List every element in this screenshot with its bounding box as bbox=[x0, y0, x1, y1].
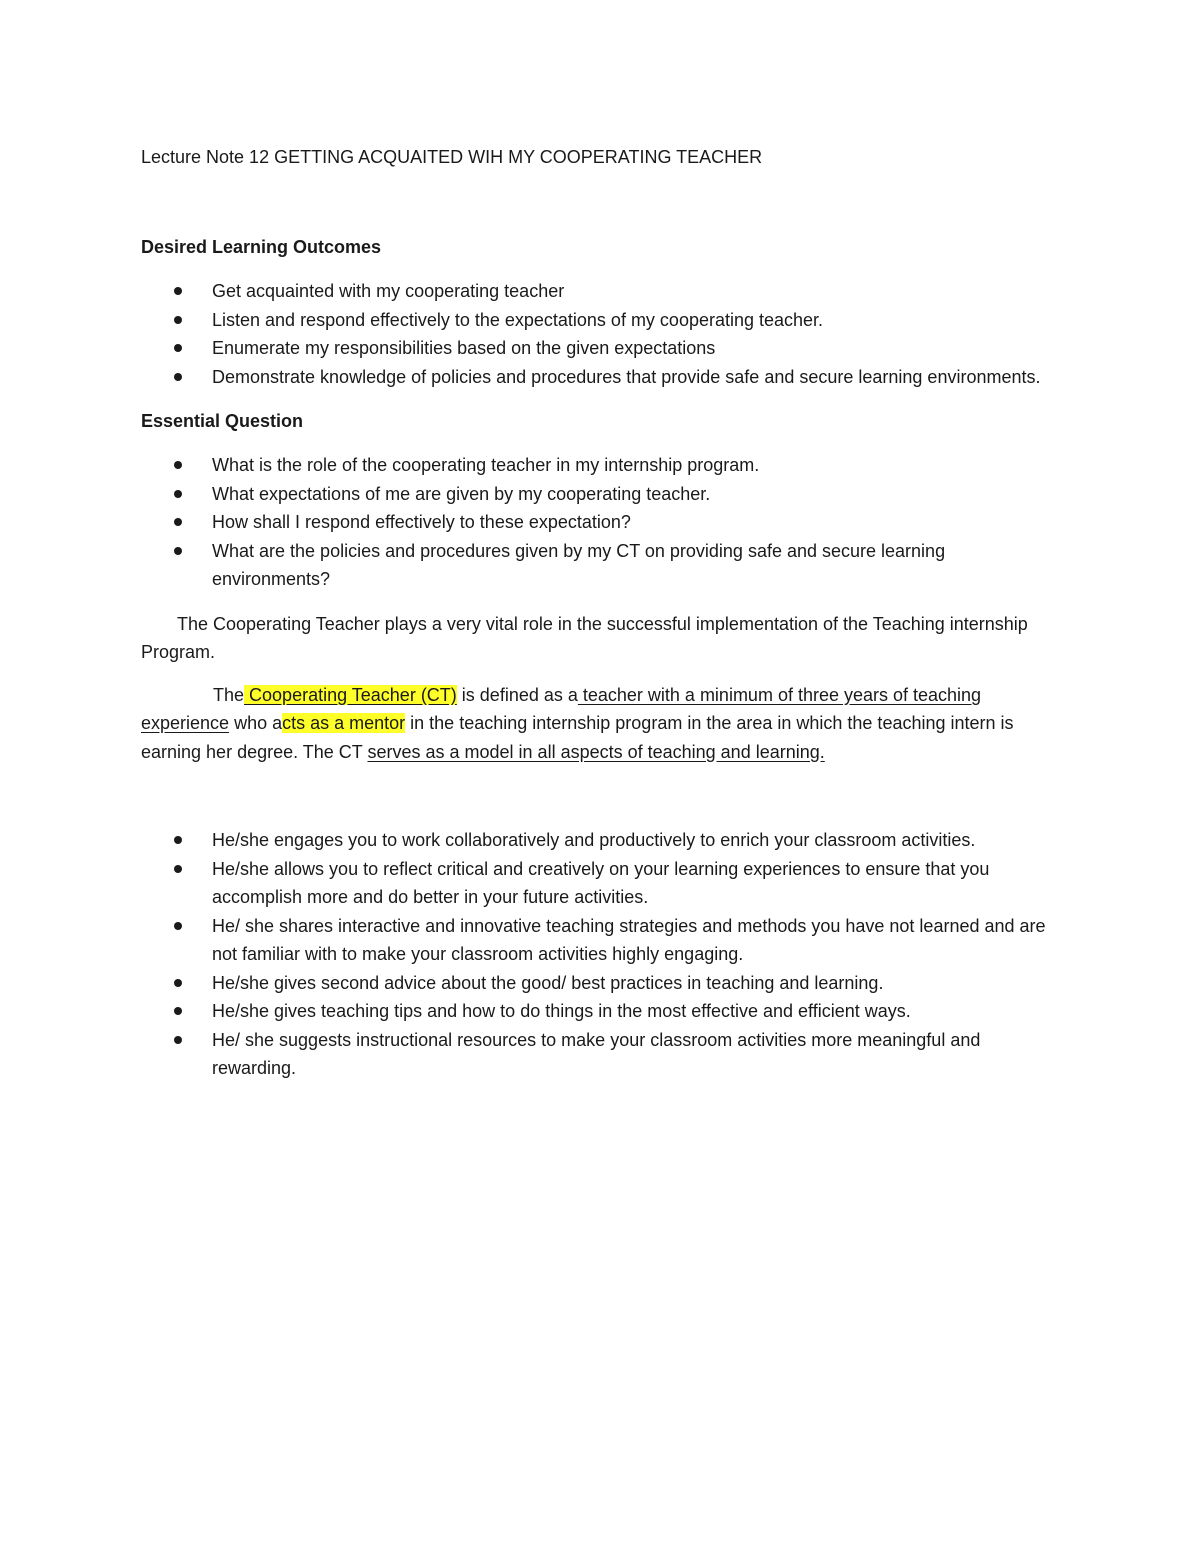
bullet-icon bbox=[174, 547, 182, 555]
list-item bbox=[141, 1026, 1061, 1083]
intro-paragraph: The Cooperating Teacher plays a very vital role in the successful implementation of the Teaching internship Program. bbox=[141, 613, 1028, 662]
underlined-phrase: serves as a model in all aspects of teaching and learning. bbox=[367, 741, 825, 762]
list-item-text: He/she gives teaching tips and how to do things in the most effective and efficient ways. bbox=[212, 1001, 911, 1021]
list-item bbox=[141, 451, 1061, 480]
list-item bbox=[141, 508, 1061, 537]
bullet-icon bbox=[174, 865, 182, 873]
page-title: Lecture Note 12 GETTING ACQUAITED WIH MY COOPERATING TEACHER bbox=[141, 147, 763, 167]
bullet-icon bbox=[174, 922, 182, 930]
list-item-text: He/she engages you to work collaboratively and productively to enrich your classroom activities. bbox=[212, 830, 976, 850]
list-item bbox=[141, 537, 1061, 594]
list-item-text: He/ she suggests instructional resources to make your classroom activities more meaningful and rewarding. bbox=[212, 1029, 981, 1078]
highlighted-term: Cooperating Teacher (CT) bbox=[244, 684, 457, 705]
roles-list bbox=[141, 826, 1061, 1083]
list-item bbox=[141, 826, 1061, 855]
bullet-icon bbox=[174, 490, 182, 498]
outcomes-heading: Desired Learning Outcomes bbox=[141, 237, 382, 257]
list-item bbox=[141, 306, 1061, 335]
list-item-text: How shall I respond effectively to these expectation? bbox=[212, 512, 631, 532]
spacer bbox=[141, 391, 1061, 407]
bullet-icon bbox=[174, 1036, 182, 1044]
bullet-icon bbox=[174, 1007, 182, 1015]
list-item bbox=[141, 855, 1061, 912]
list-item bbox=[141, 997, 1061, 1026]
list-item-text: Demonstrate knowledge of policies and procedures that provide safe and secure learning environments. bbox=[212, 366, 1041, 387]
list-item bbox=[141, 277, 1061, 306]
list-item-text: He/she allows you to reflect critical and creatively on your learning experiences to ensure that you accomplish more and do better in your future activities. bbox=[212, 858, 990, 907]
underlined-phrase: teacher with a minimum of three years of teaching experience bbox=[141, 684, 982, 733]
definition-text: is defined as a bbox=[456, 684, 578, 705]
questions-heading: Essential Question bbox=[141, 411, 304, 431]
list-item bbox=[141, 363, 1061, 392]
bullet-icon bbox=[174, 344, 182, 352]
bullet-icon bbox=[174, 518, 182, 526]
bullet-icon bbox=[174, 461, 182, 469]
list-item-text: What is the role of the cooperating teacher in my internship program. bbox=[212, 455, 760, 475]
list-item-text: He/she gives second advice about the good/ best practices in teaching and learning. bbox=[212, 972, 884, 993]
outcomes-list bbox=[141, 277, 1061, 391]
bullet-icon bbox=[174, 373, 182, 381]
list-item-text: Get acquainted with my cooperating teacher bbox=[212, 281, 565, 301]
list-item-text: What expectations of me are given by my cooperating teacher. bbox=[212, 483, 711, 504]
document-body bbox=[141, 143, 1061, 1083]
highlighted-phrase: cts as a mentor bbox=[282, 713, 406, 733]
questions-list bbox=[141, 451, 1061, 594]
bullet-icon bbox=[174, 979, 182, 987]
bullet-icon bbox=[174, 836, 182, 844]
list-item bbox=[141, 480, 1061, 509]
bullet-icon bbox=[174, 287, 182, 295]
list-item bbox=[141, 912, 1061, 969]
definition-text: who a bbox=[229, 713, 283, 733]
list-item-text: Enumerate my responsibilities based on the given expectations bbox=[212, 338, 716, 358]
definition-text: The bbox=[213, 684, 245, 705]
list-item-text: He/ she shares interactive and innovative teaching strategies and methods you have not learned and are not familiar with to make your classroom activities highly engaging. bbox=[212, 915, 1046, 964]
definition-text: in the teaching internship program in the area in which the teaching intern is earning her degree. The CT bbox=[141, 713, 1014, 762]
spacer bbox=[141, 594, 1061, 610]
list-item bbox=[141, 969, 1061, 998]
list-item-text: Listen and respond effectively to the expectations of my cooperating teacher. bbox=[212, 309, 824, 330]
list-item-text: What are the policies and procedures given by my CT on providing safe and secure learning environments? bbox=[212, 540, 946, 589]
spacer bbox=[141, 766, 1061, 826]
bullet-icon bbox=[174, 316, 182, 324]
list-item bbox=[141, 334, 1061, 363]
definition-paragraph bbox=[141, 681, 1061, 767]
